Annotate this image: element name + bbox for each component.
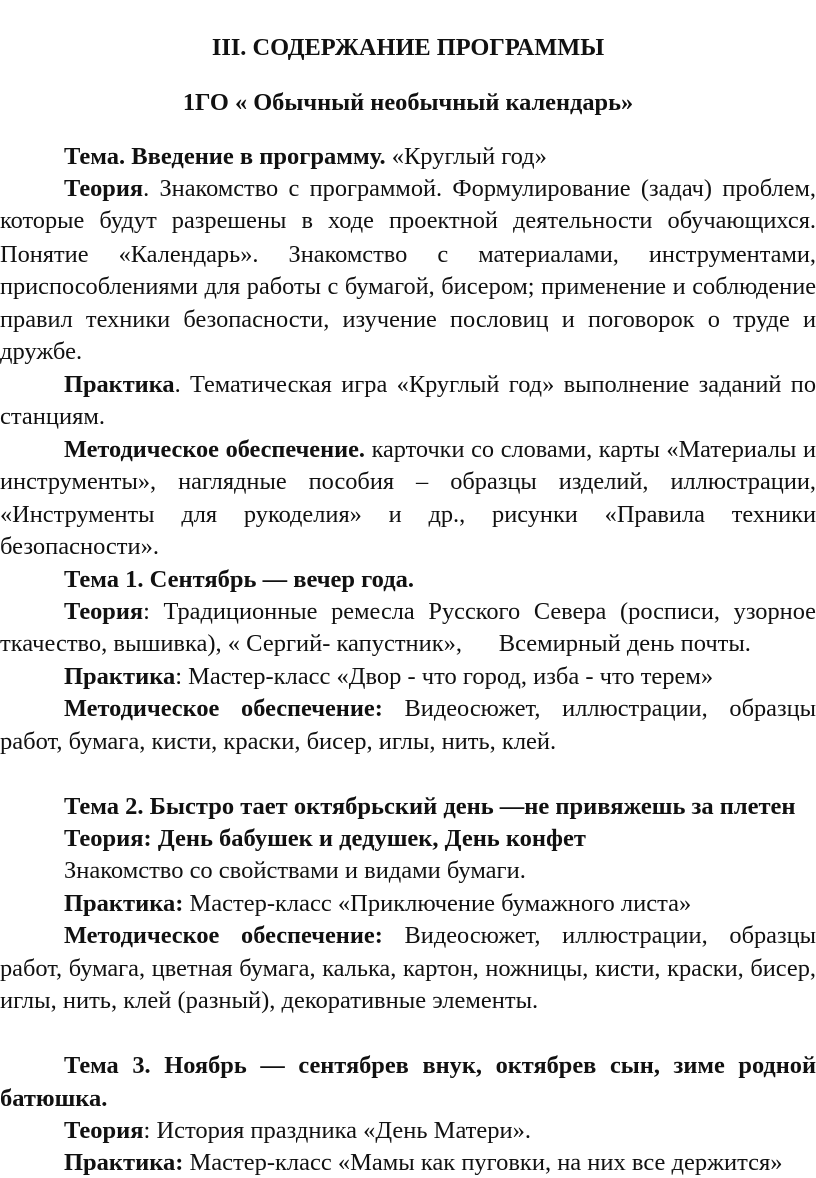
topic3-theory-line [64,1116,531,1146]
intro-methods-label: Методическое обеспечение. [64,436,365,463]
topic1-practice-line [64,662,713,692]
intro-theory-line-5: правил техники безопасности, изучение пословиц и поговорок о труде и [0,306,816,333]
intro-practice-label: Практика [64,371,175,398]
topic3-theory-label: Теория [64,1117,144,1144]
topic1-methods-line-1 [64,694,816,724]
topic2-methods-label: Методическое обеспечение: [64,922,383,949]
topic3-title-line-2: батюшка. [0,1085,108,1112]
intro-methods-line-2: инструменты», наглядные пособия – образцы изделий, иллюстрации, [0,468,816,495]
topic3-practice-label: Практика: [64,1149,184,1176]
topic2-title: Тема 2. Быстро тает октябрьский день —не привяжешь за плетен [64,793,796,820]
topic1-theory-line-1 [64,597,816,627]
page-title: III. СОДЕРЖАНИЕ ПРОГРАММЫ [211,34,605,61]
topic1-theory-label: Теория [64,598,144,625]
intro-theory-line-4: приспособлениями для работы с бумагой, бисером; применение и соблюдение [0,273,816,300]
topic2-methods-text: Видеосюжет, иллюстрации, образцы [382,922,816,949]
topic1-methods-label: Методическое обеспечение: [64,695,383,722]
topic1-methods-text: Видеосюжет, иллюстрации, образцы [382,695,816,722]
topic3-theory-text: : История праздника «День Матери». [143,1117,531,1144]
intro-theory-line-2: которые будут разрешены в ходе проектной деятельности обучающихся. [0,207,816,234]
intro-practice-line-1 [64,370,816,400]
intro-theory-line-3: Понятие «Календарь». Знакомство с материалами, инструментами, [0,241,816,268]
intro-theory-line-1 [64,174,816,204]
topic2-intro-line: Знакомство со свойствами и видами бумаги. [64,857,526,884]
intro-methods-line-4: безопасности». [0,533,159,560]
topic2-methods-line-2: работ, бумага, цветная бумага, калька, картон, ножницы, кисти, краски, бисер, [0,955,816,982]
topic1-theory-text: : Традиционные ремесла Русского Севера (росписи, узорное [143,598,816,625]
intro-practice-text: . Тематическая игра «Круглый год» выполнение заданий по [174,371,816,398]
topic2-practice-label: Практика: [64,890,184,917]
intro-topic-label: Тема. Введение в программу. [64,143,386,170]
intro-practice-line-2: станциям. [0,403,105,430]
intro-methods-line-1 [64,435,816,465]
intro-methods-line-3: «Инструменты для рукоделия» и др., рисунки «Правила техники [0,501,816,528]
topic3-title-line-1: Тема 3. Ноябрь — сентябрев внук, октябрев сын, зиме родной [64,1052,816,1079]
topic3-practice-text: Мастер-класс «Мамы как пуговки, на них все держится» [183,1149,783,1176]
topic2-practice-text: Мастер-класс «Приключение бумажного листа» [183,890,692,917]
section-subtitle: 1ГО « Обычный необычный календарь» [182,89,634,116]
topic1-practice-text: : Мастер-класс «Двор - что город, изба - что терем» [175,663,714,690]
topic1-methods-line-2: работ, бумага, кисти, краски, бисер, иглы, нить, клей. [0,728,557,755]
intro-theory-text: . Знакомство с программой. Формулирование (задач) проблем, [143,175,816,202]
topic2-methods-line-1 [64,921,816,951]
topic1-practice-label: Практика [64,663,176,690]
intro-methods-text: карточки со словами, карты «Материалы и [364,436,816,463]
intro-topic-line [64,142,547,172]
topic2-methods-line-3: иглы, нить, клей (разный), декоративные элементы. [0,987,539,1014]
topic1-title: Тема 1. Сентябрь — вечер года. [64,566,414,593]
topic1-theory-line-2: ткачество, вышивка), « Сергий- капустник», Всемирный день почты. [0,630,751,657]
topic2-practice-line [64,889,691,919]
intro-theory-line-6: дружбе. [0,338,83,365]
intro-topic-text: «Круглый год» [385,143,547,170]
intro-theory-label: Теория [64,175,144,202]
topic2-theory-line: Теория: День бабушек и дедушек, День конфет [64,825,586,852]
